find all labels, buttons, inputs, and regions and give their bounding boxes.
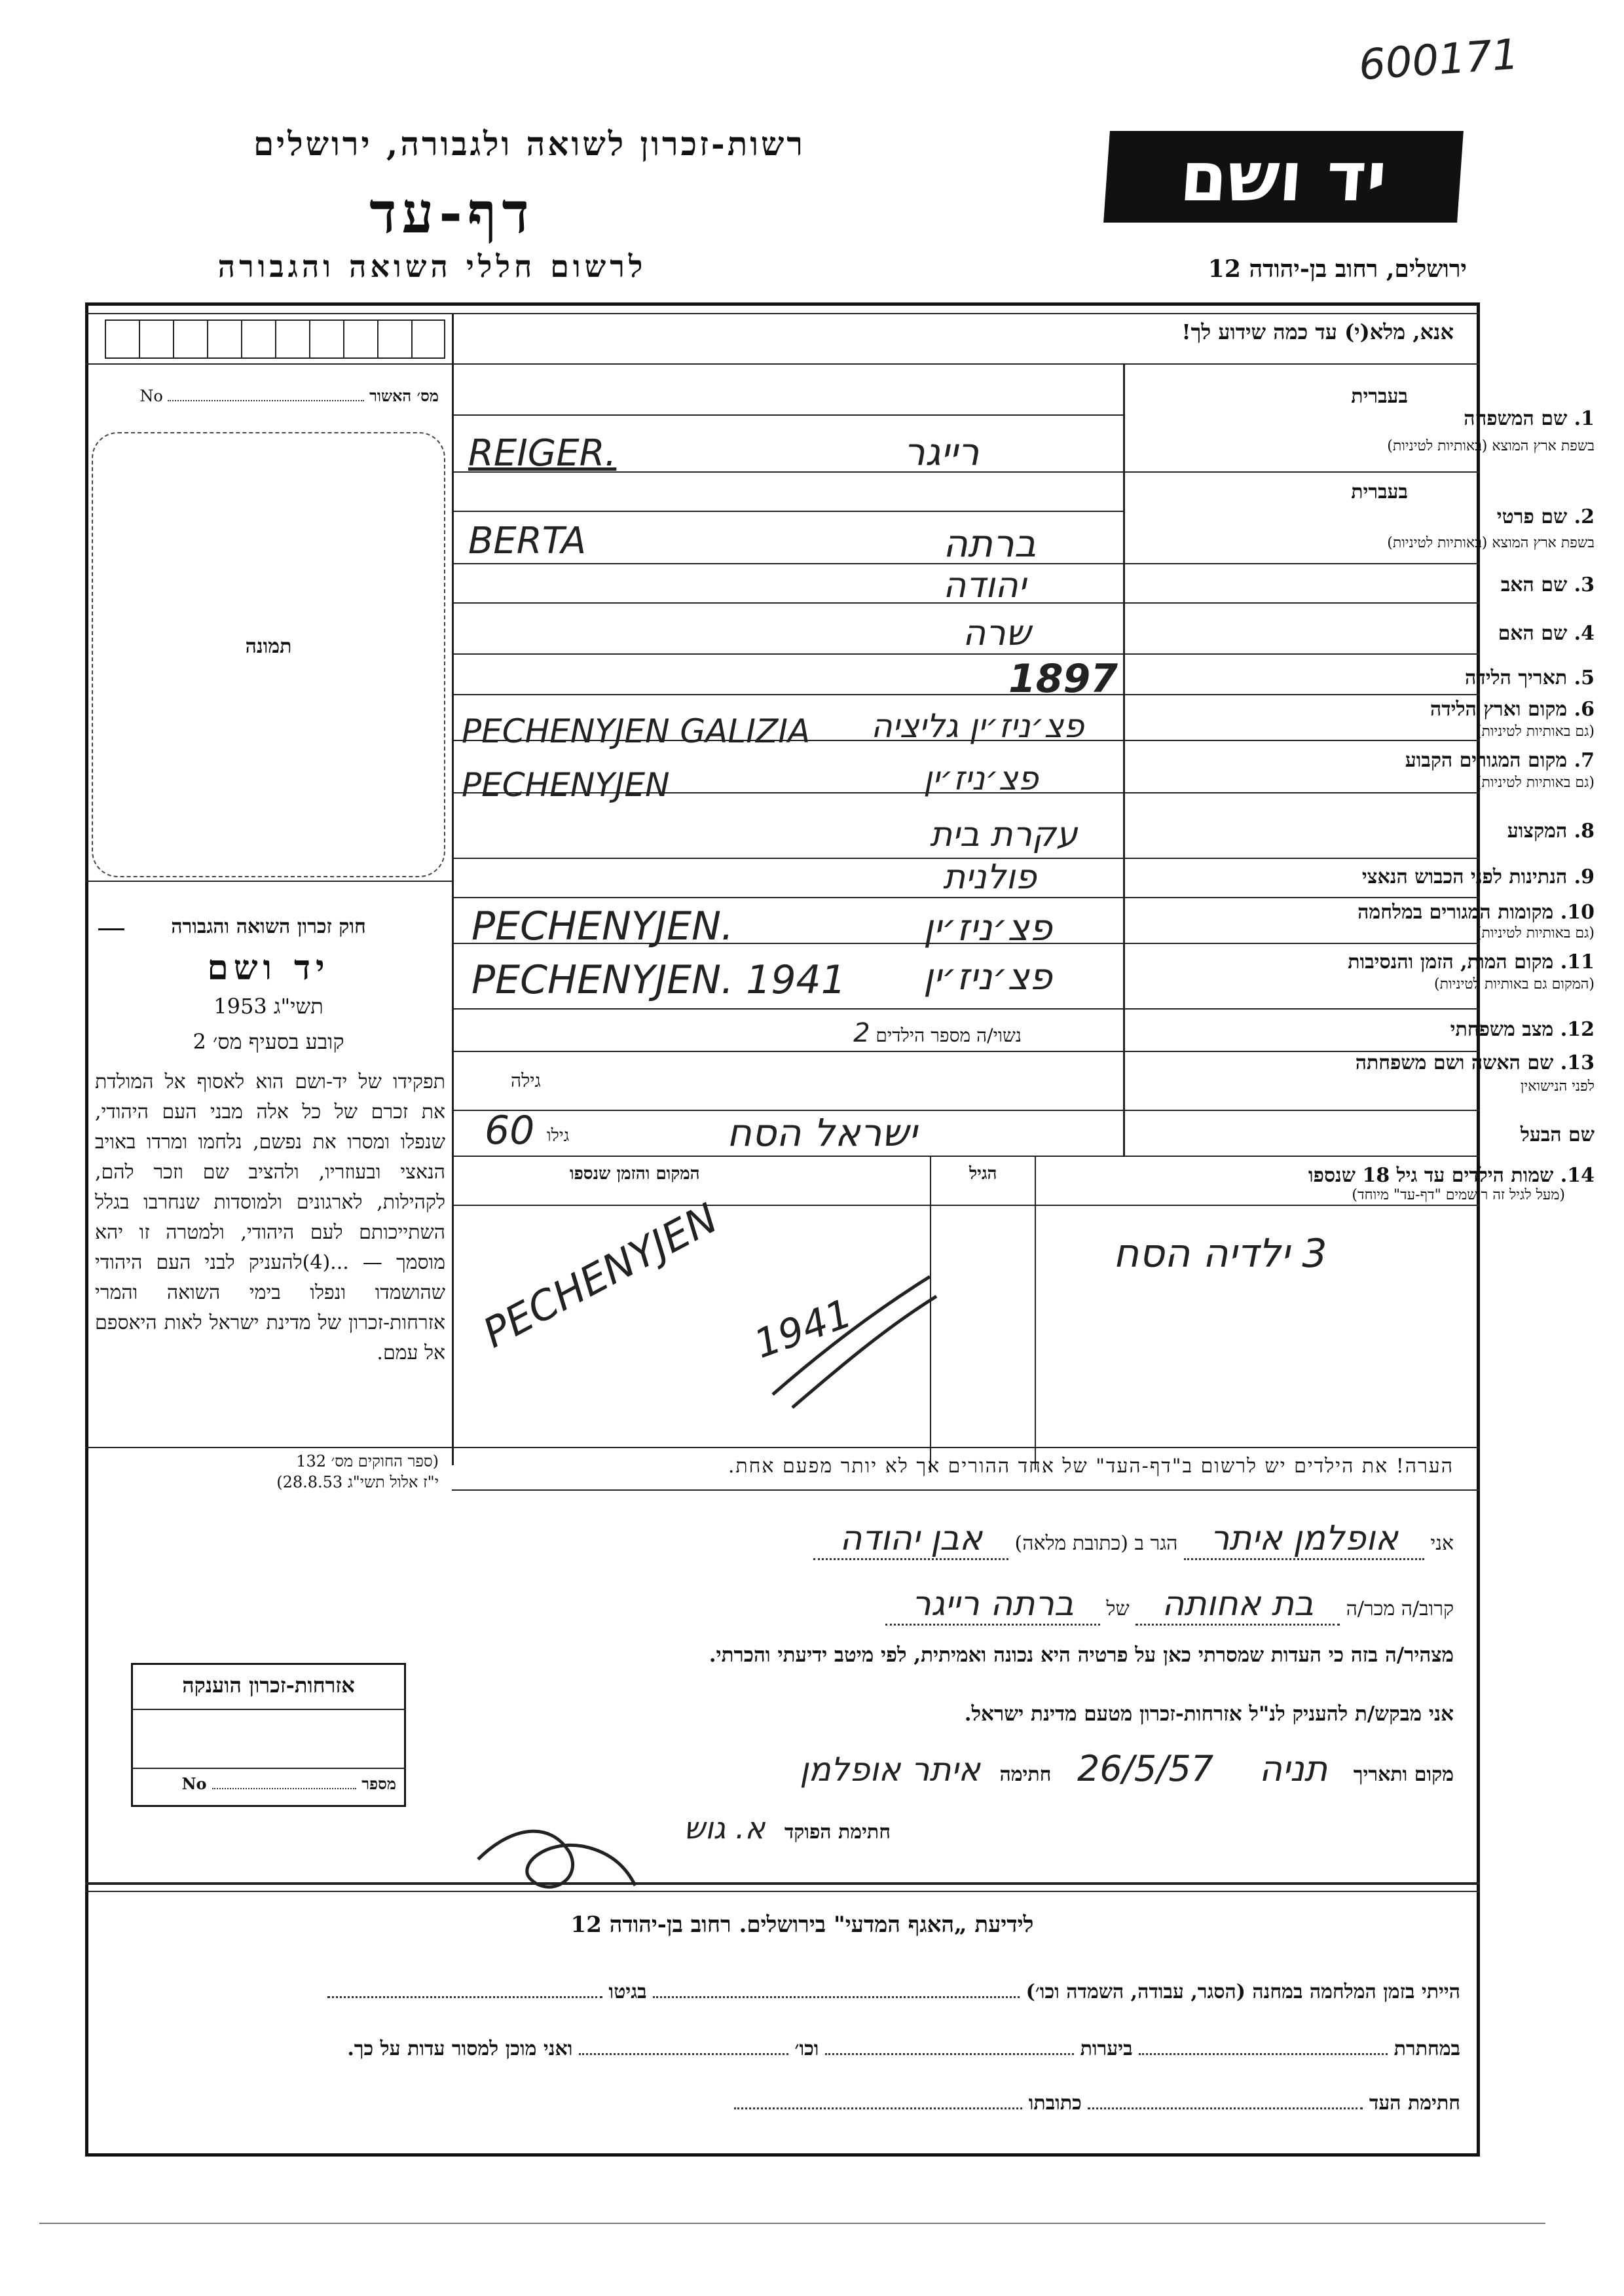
- marital-status: [655, 1018, 1022, 1048]
- logo-text: יד ושם: [1177, 137, 1390, 217]
- in-hebrew-2: בעברית: [1351, 481, 1408, 503]
- husband-age: 60: [485, 1108, 535, 1154]
- field-11-value-latin: PECHENYJEN. 1941: [471, 957, 846, 1003]
- child-strike-mark: [747, 1270, 943, 1427]
- bottom-double-line-2: [85, 1891, 1480, 1892]
- field-6-value-he: פצ׳ניז׳ין גליציה: [871, 707, 1084, 745]
- child-place: PECHENYJEN: [475, 1194, 726, 1357]
- note-top-line: [452, 1447, 1480, 1448]
- info-line1-b: בגיטו: [608, 1980, 647, 2003]
- decl-signature: איתר אופלמן: [800, 1751, 980, 1789]
- info-line2-b: ביערות: [1080, 2037, 1133, 2060]
- citizenship-number-row: [141, 1774, 396, 1794]
- decl-address-label: (כתובת מלאה): [1014, 1532, 1128, 1555]
- decl-relation: בת אחותה: [1135, 1584, 1340, 1626]
- field-6-label: 6. מקום וארץ הלידה: [1430, 698, 1595, 721]
- field-8-value: עקרת בית: [930, 815, 1078, 854]
- archive-number: 600171: [1357, 30, 1521, 90]
- header-address: ירושלים, רחוב בן-יהודה 12: [1208, 255, 1467, 283]
- approval-label: מס׳ האשור: [369, 386, 439, 405]
- citizenship-title: אזרחות-זכרון הוענקה: [182, 1673, 355, 1698]
- latin-note-7: (גם באותיות לטיניות): [1475, 774, 1595, 791]
- field-7-value-latin: PECHENYJEN: [462, 766, 670, 804]
- husband-label: שם הבעל: [1520, 1123, 1595, 1146]
- field-2-value-he: ברתה: [943, 521, 1037, 566]
- husband-value: ישראל הסח: [727, 1110, 917, 1155]
- latin-note-10: (גם באותיות לטיניות): [1475, 925, 1595, 941]
- child-year: 1941: [748, 1290, 858, 1368]
- row-line-1: [452, 414, 1123, 416]
- decl-of: של: [1106, 1597, 1130, 1620]
- instruction-text: אנא, מלא(י) עד כמה שידוע לך!: [1181, 319, 1454, 344]
- law-title: חוק זכרון השואה והגבורה: [171, 915, 366, 938]
- approval-dots: [168, 400, 364, 401]
- field-7-label: 7. מקום המגורים הקבוע: [1405, 749, 1595, 772]
- children-col-2: [1035, 1156, 1036, 1470]
- law-title-dash-left: [98, 928, 124, 930]
- field-6-value-latin: PECHENYJEN GALIZIA: [462, 712, 811, 750]
- citizenship-number-symbol: No: [181, 1774, 207, 1793]
- officer-label: חתימת הפוקד: [784, 1821, 891, 1844]
- field-3-value: יהודה: [943, 564, 1026, 606]
- info-dots-7: [734, 2107, 1022, 2109]
- info-line-3: [589, 2092, 1460, 2115]
- citizenship-title-line: [131, 1709, 406, 1710]
- scan-artifact-line: [39, 2223, 1545, 2224]
- law-year-he: תשי"ג: [273, 994, 323, 1019]
- note-text: הערה! את הילדים יש לרשום ב"דף-העד" של אחד ההורים אך לא יותר מפעם אחת.: [728, 1455, 1454, 1478]
- row-line-6: [452, 653, 1480, 655]
- field-9-value: פולנית: [943, 858, 1037, 897]
- frame-inner-top: [85, 313, 1480, 314]
- info-line-2: [98, 2037, 1460, 2060]
- field-5-value: 1897: [1008, 656, 1118, 702]
- decl-place: תניה: [1259, 1748, 1328, 1789]
- info-dots-2: [327, 1996, 602, 1998]
- field-10-label: 10. מקומות המגורים במלחמה: [1357, 901, 1595, 924]
- field-12-label: 12. מצב משפחתי: [1450, 1018, 1595, 1041]
- info-line2-d: ואני מוכן למסור עדות על כך.: [347, 2037, 573, 2060]
- photo-bottom-line: [85, 881, 452, 882]
- info-line1-a: הייתי בזמן המלחמה במחנה (הסגר, עבודה, השמדה וכו׳): [1025, 1980, 1460, 2003]
- declaration-row-2: [471, 1584, 1454, 1624]
- law-name: יד ושם: [207, 948, 330, 988]
- row-line-3: [452, 511, 1123, 512]
- decl-address: אבן יהודה: [813, 1519, 1008, 1560]
- children-col-place: המקום והזמן שנספו: [570, 1164, 700, 1184]
- children-label: מספר הילדים: [876, 1025, 971, 1046]
- field-9-label: 9. הנתינות לפני הכבוש הנאצי: [1361, 866, 1595, 888]
- row-line-13: [452, 1008, 1480, 1010]
- field-2-value-latin: BERTA: [468, 520, 587, 562]
- children-count: 2: [853, 1018, 870, 1048]
- officer-signature: א. גוש: [684, 1810, 766, 1846]
- info-dots-6: [1088, 2107, 1363, 2109]
- law-text: תפקידו של יד-ושם הוא לאסוף אל המולדת את זכרם של כל אלה מבני העם היהודי, שנפלו ומסרו את נפשם, נלחמו ומרדו באויב הנאצי ובעוזריו, ולהציב שם וזכר להם, לקהילות, לארגונים ולמוסדות שנחרבו בגלל השתייכותם לעם היהודי, ולמטרה זו יהא מוסמך — ...(4)להעניק לבני העם היהודי שהושמדו ונפלו בימי השואה והמרי אזרחות-זכרון של מדינת ישראל לאות היאספם אל עמם.: [95, 1070, 446, 1364]
- row-line-16: [452, 1156, 1480, 1157]
- children-col-age: הגיל: [969, 1164, 997, 1184]
- decl-i: אני: [1430, 1532, 1454, 1555]
- note-bottom-line: [452, 1489, 1480, 1491]
- field-1-label: 1. שם המשפחה: [1464, 407, 1595, 430]
- field-2-label: 2. שם פרטי: [1496, 505, 1595, 528]
- children-sublabel: (מעל לגיל זה רושמים "דף-עד" מיוחד): [1352, 1187, 1565, 1203]
- info-title: לידיעת „האגף המדעי" בירושלים. רחוב בן-יהודה 12: [570, 1912, 1034, 1938]
- origin-lang-2: בשפת ארץ המוצא (באותיות לטיניות): [1387, 535, 1595, 551]
- instruction-divider: [85, 363, 1480, 365]
- info-dots-3: [1139, 2053, 1388, 2055]
- law-ref-line: [85, 1447, 452, 1448]
- decl-name: אופלמן איתר: [1184, 1519, 1424, 1560]
- code-boxes: [105, 319, 445, 359]
- death-latin-note: (המקום גם באותיות לטיניות): [1434, 976, 1595, 993]
- row-line-7: [452, 694, 1480, 695]
- law-year-row: [98, 994, 439, 1019]
- law-ref-1: (ספר החוקים מס׳ 132: [296, 1452, 439, 1470]
- declaration-statement: מצהיר/ה בזה כי העדות שמסרתי כאן על פרטיה היא נכונה ואמיתית, לפי מיטב ידיעתי והכרתי.: [709, 1643, 1454, 1667]
- authority-title: רשות-זכרון לשואה ולגבורה, ירושלים: [253, 124, 805, 163]
- decl-residing: הגר ב: [1134, 1532, 1178, 1555]
- law-clause: קובע בסעיף מס׳ 2: [193, 1029, 344, 1054]
- form-subtitle: לרשום חללי השואה והגבורה: [217, 249, 647, 284]
- info-dots-5: [579, 2053, 788, 2055]
- field-1-value-latin: REIGER.: [468, 432, 617, 475]
- marital-value: נשוי/ה: [976, 1025, 1022, 1046]
- info-dots-1: [653, 1996, 1020, 1998]
- approval-number: [98, 386, 439, 412]
- info-dots-4: [825, 2053, 1074, 2055]
- law-year: 1953: [213, 994, 267, 1019]
- law-ref-2: י"ז אלול תשי"ג 28.8.53): [276, 1473, 439, 1491]
- info-line2-a: במחתרת: [1393, 2037, 1460, 2060]
- field-13-sublabel: לפני הנישואין: [1520, 1078, 1595, 1095]
- decl-relative: קרוב/ה מכר/ה: [1346, 1597, 1454, 1620]
- field-11-value-he: פצ׳ניז׳ין: [923, 956, 1052, 998]
- info-line2-c: וכו׳: [794, 2037, 819, 2060]
- children-header-line: [452, 1205, 1480, 1206]
- field-1-value-he: רייגר: [904, 429, 980, 474]
- child-names: 3 ילדיה הסח: [1113, 1231, 1327, 1277]
- field-8-label: 8. המקצוע: [1507, 820, 1595, 843]
- field-4-value: שרה: [963, 612, 1031, 653]
- info-line-1: [98, 1980, 1460, 2003]
- info-line3-b: כתובתו: [1028, 2092, 1082, 2115]
- yad-vashem-logo: [1103, 131, 1464, 223]
- declaration-row-1: [471, 1519, 1454, 1558]
- field-13-label: 13. שם האשה ושם משפחתה: [1355, 1051, 1595, 1074]
- row-line-14: [452, 1051, 1480, 1052]
- husband-age-label: גילו: [547, 1126, 570, 1146]
- field-10-value-he: פצ׳ניז׳ין: [923, 907, 1052, 949]
- decl-sign-label: חתימה: [999, 1763, 1052, 1786]
- info-line3-a: חתימת העד: [1369, 2092, 1460, 2115]
- wife-age-label: גילה: [511, 1070, 541, 1091]
- origin-lang-1: בשפת ארץ המוצא (באותיות לטיניות): [1387, 438, 1595, 454]
- field-7-value-he: פצ׳ניז׳ין: [923, 759, 1039, 797]
- approval-symbol: No: [139, 387, 163, 405]
- decl-date: 26/5/57: [1077, 1748, 1214, 1789]
- row-line-11: [452, 897, 1480, 898]
- citizenship-number-dots: [212, 1788, 356, 1789]
- children-label: 14. שמות הילדים עד גיל 18 שנספו: [1308, 1164, 1595, 1187]
- decl-of-name: ברתה רייגר: [885, 1584, 1099, 1626]
- bottom-double-line-1: [85, 1882, 1480, 1885]
- field-5-label: 5. תאריך הלידה: [1465, 666, 1595, 689]
- form-title: דף-עד: [369, 180, 534, 246]
- declaration-row-place: [432, 1748, 1454, 1789]
- field-10-value-latin: PECHENYJEN.: [471, 903, 734, 949]
- field-11-label: 11. מקום המות, הזמן והנסיבות: [1348, 951, 1595, 974]
- latin-note-6: (גם באותיות לטיניות): [1475, 723, 1595, 740]
- row-line-15: [452, 1110, 1480, 1111]
- label-column-divider: [1123, 363, 1125, 1156]
- decl-place-label: מקום ותאריך: [1353, 1763, 1454, 1786]
- citizenship-number-label: מספר: [361, 1774, 396, 1793]
- photo-label: תמונה: [245, 635, 292, 658]
- declaration-request: אני מבקש/ת להעניק לנ"ל אזרחות-זכרון מטעם מדינת ישראל.: [964, 1702, 1454, 1726]
- left-column-divider: [452, 313, 454, 1465]
- citizenship-num-line: [131, 1768, 406, 1769]
- field-4-label: 4. שם האם: [1498, 622, 1595, 645]
- in-hebrew-1: בעברית: [1351, 385, 1408, 408]
- field-3-label: 3. שם האב: [1500, 574, 1595, 596]
